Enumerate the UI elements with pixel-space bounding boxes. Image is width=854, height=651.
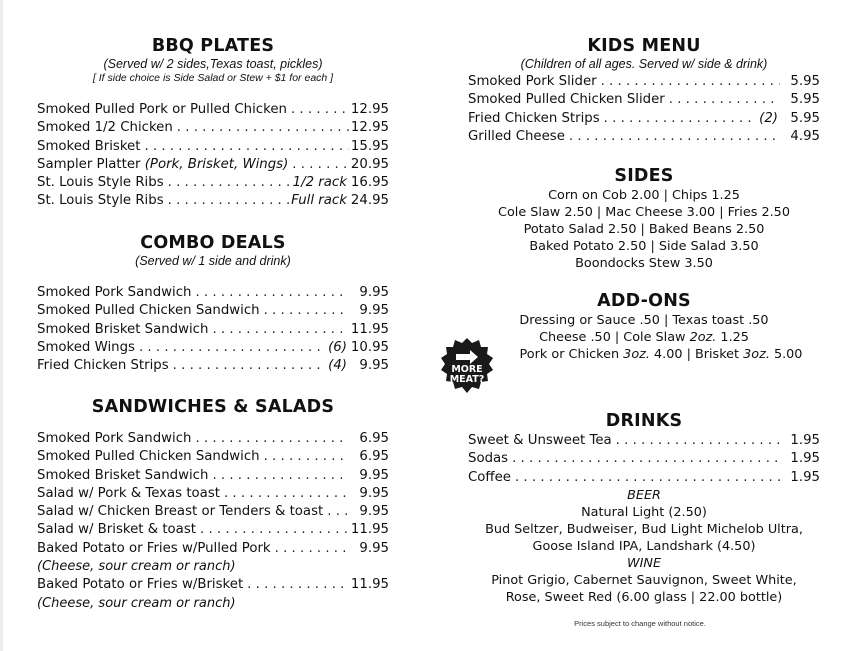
bbq-note: [ If side choice is Side Salad or Stew + $1 for each ] [92, 72, 334, 84]
more-meat-badge [440, 337, 494, 395]
sandwich-note: (Cheese, sour cream or ranch) [37, 595, 236, 611]
badge-text-line1: MORE [451, 364, 483, 375]
sandwiches-list [37, 430, 389, 613]
wine-line: Pinot Grigio, Cabernet Sauvignon, Sweet White, [491, 573, 797, 588]
badge-text-line2: MEAT? [449, 374, 485, 385]
bbq-item: St. Louis Style Ribs . . . Full rack 24.95 [37, 192, 389, 210]
combo-item: Smoked Wings . . . (6) 10.95 [37, 339, 389, 357]
beer-wine [468, 487, 820, 606]
kids-item: Fried Chicken Strips . . . (2) 5.95 [468, 110, 820, 128]
sandwich-item: Salad w/ Chicken Breast or Tenders & toast . . . 9.95 [37, 503, 389, 521]
drinks-title: DRINKS [605, 411, 683, 431]
bbq-item: Sampler Platter (Pork, Brisket, Wings) . . . 20.95 [37, 156, 389, 174]
drink-item: Sweet & Unsweet Tea . . . 1.95 [468, 432, 820, 450]
sandwich-item: Smoked Brisket Sandwich . . . 9.95 [37, 467, 389, 485]
wine-label: WINE [626, 556, 662, 571]
drink-item: Sodas . . . 1.95 [468, 450, 820, 468]
sandwich-item: Smoked Pulled Chicken Sandwich . . . 6.95 [37, 448, 389, 466]
beer-line: Natural Light (2.50) [581, 505, 707, 520]
kids-item: Grilled Cheese . . . 4.95 [468, 128, 820, 146]
bbq-list [37, 101, 389, 211]
beer-line: Bud Seltzer, Budweiser, Bud Light Michelob Ultra, [485, 522, 803, 537]
kids-list [468, 73, 820, 146]
sides-list [468, 187, 820, 272]
addons-title: ADD-ONS [597, 291, 691, 311]
addons-line: Cheese .50 | Cole Slaw 2oz. 1.25 [539, 330, 749, 345]
sandwich-item: Salad w/ Pork & Texas toast . . . 9.95 [37, 485, 389, 503]
sides-line: Corn on Cob 2.00 | Chips 1.25 [548, 188, 740, 203]
bbq-item: St. Louis Style Ribs . . . 1/2 rack 16.95 [37, 174, 389, 192]
wine-line: Rose, Sweet Red (6.00 glass | 22.00 bottle) [505, 590, 783, 605]
sides-line: Baked Potato 2.50 | Side Salad 3.50 [529, 239, 759, 254]
price-disclaimer: Prices subject to change without notice. [574, 619, 706, 628]
combo-title: COMBO DEALS [140, 233, 286, 253]
bbq-item: Smoked Brisket . . . 15.95 [37, 138, 389, 156]
bbq-title: BBQ PLATES [151, 36, 275, 56]
combo-list [37, 284, 389, 375]
sandwich-note: (Cheese, sour cream or ranch) [37, 559, 236, 575]
sandwich-item: Baked Potato or Fries w/Brisket . . . 11.95 [37, 576, 389, 594]
kids-subtitle: (Children of all ages. Served w/ side & drink) [520, 57, 768, 71]
beer-line: Goose Island IPA, Landshark (4.50) [532, 539, 756, 554]
combo-item: Fried Chicken Strips . . . (4) 9.95 [37, 357, 389, 375]
combo-item: Smoked Pulled Chicken Sandwich . . . 9.95 [37, 302, 389, 320]
sides-line: Cole Slaw 2.50 | Mac Cheese 3.00 | Fries 2.50 [498, 205, 790, 220]
page-edge [0, 0, 3, 651]
addons-line: Pork or Chicken 3oz. 4.00 | Brisket 3oz. 5.00 [519, 347, 803, 362]
bbq-item: Smoked 1/2 Chicken . . . 12.95 [37, 119, 389, 137]
bbq-subtitle: (Served w/ 2 sides,Texas toast, pickles) [103, 57, 323, 71]
sides-title: SIDES [614, 166, 674, 186]
beer-label: BEER [627, 488, 661, 503]
addons-list [468, 312, 820, 363]
combo-item: Smoked Brisket Sandwich . . . 11.95 [37, 321, 389, 339]
kids-title: KIDS MENU [587, 36, 701, 56]
sandwich-item: Smoked Pork Sandwich . . . 6.95 [37, 430, 389, 448]
kids-item: Smoked Pulled Chicken Slider . . . 5.95 [468, 91, 820, 109]
sandwiches-title: SANDWICHES & SALADS [91, 397, 335, 417]
sides-line: Boondocks Stew 3.50 [575, 256, 713, 271]
sandwich-item: Salad w/ Brisket & toast . . . 11.95 [37, 521, 389, 539]
kids-item: Smoked Pork Slider . . . 5.95 [468, 73, 820, 91]
drink-item: Coffee . . . 1.95 [468, 469, 820, 487]
drinks-list [468, 432, 820, 487]
sides-line: Potato Salad 2.50 | Baked Beans 2.50 [523, 222, 765, 237]
bbq-item: Smoked Pulled Pork or Pulled Chicken . . . 12.95 [37, 101, 389, 119]
addons-line: Dressing or Sauce .50 | Texas toast .50 [519, 313, 769, 328]
combo-item: Smoked Pork Sandwich . . . 9.95 [37, 284, 389, 302]
combo-subtitle: (Served w/ 1 side and drink) [135, 254, 291, 268]
sandwich-item: Baked Potato or Fries w/Pulled Pork . . . 9.95 [37, 540, 389, 558]
